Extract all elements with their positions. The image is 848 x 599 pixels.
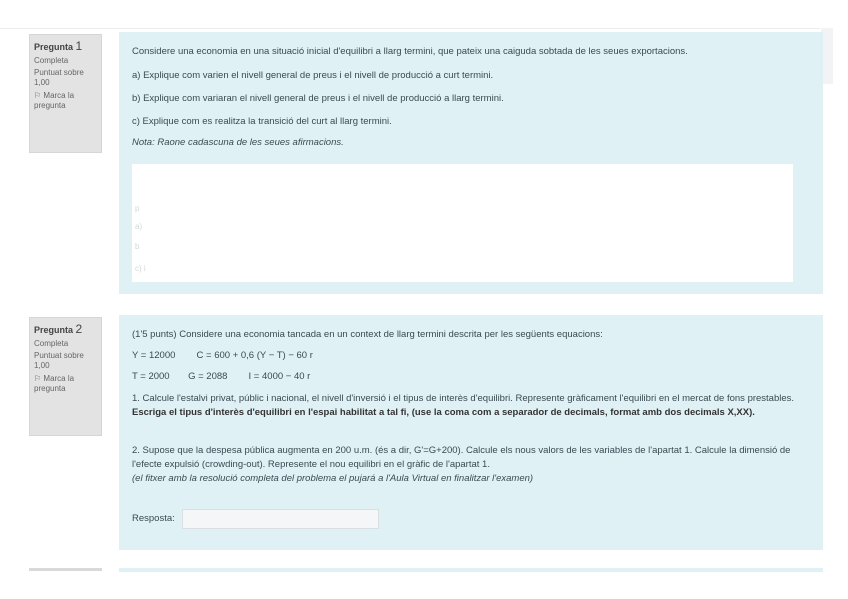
flag-question-link[interactable] [34, 374, 97, 394]
score-label: Puntuat sobre [34, 68, 84, 77]
flag-icon: ⚐ [34, 91, 42, 100]
question-1-intro: Considere una economia en una situació inicial d'equilibri a llarg termini, que pateix una caiguda sobtada de les seues exportacions. [132, 46, 688, 57]
score-value: 1,00 [34, 78, 50, 87]
equation-line-1: Y = 12000 C = 600 + 0,6 (Y − T) − 60 r [132, 350, 313, 361]
question-state: Completa [34, 339, 69, 348]
question-number: 2 [75, 322, 83, 336]
flag-question-link[interactable] [34, 91, 97, 111]
score-value: 1,00 [34, 361, 50, 370]
part-1-instruction: Escriga el tipus d'interès d'equilibri en l'espai habilitat a tal fi, (use la coma com a separador de decimals, format amb dos decimals X,XX). [132, 407, 755, 418]
question-label: Pregunta [34, 42, 74, 52]
question-3-info [29, 568, 102, 571]
question-1-content [119, 32, 823, 294]
question-1-number [34, 39, 97, 54]
response-input[interactable] [182, 509, 379, 529]
question-2-number [34, 322, 97, 337]
question-label: Pregunta [34, 325, 74, 335]
flag-icon: ⚐ [34, 374, 42, 383]
question-1-answer-editor[interactable] [132, 164, 793, 282]
question-2-intro: (1'5 punts) Considere una economia tancada en un context de llarg termini descrita per les següents equacions: [132, 329, 603, 340]
answer-faded-text: p [135, 204, 140, 213]
question-2-content [119, 315, 823, 550]
question-1-part-a: a) Explique com varien el nivell general de preus i el nivell de producció a curt termini. [132, 70, 494, 81]
question-1-part-c: c) Explique com es realitza la transició del curt al llarg termini. [132, 116, 392, 127]
question-2-part-2: 2. Supose que la despesa pública augmenta en 200 u.m. (és a dir, G'=G+200). Calcule els nous valors de les variables de l'apartat 1. Calcule la dimensió de l'efecte expulsió (crowding-out). Represente el nou equilibri en el gràfic de l'apartat 1. [132, 445, 791, 470]
question-1-part-b: b) Explique com variaran el nivell general de preus i el nivell de producció a llarg termini. [132, 93, 504, 104]
question-1-info [29, 34, 102, 153]
question-2-note: (el fitxer amb la resolució completa del problema el pujará a l'Aula Virtual en finalitzar l'examen) [132, 473, 534, 484]
question-3-content [119, 568, 823, 572]
score-label: Puntuat sobre [34, 351, 84, 360]
question-1-note: Nota: Raone cadascuna de les seues afirmacions. [132, 137, 344, 148]
response-label: Resposta: [132, 513, 175, 524]
top-divider [0, 28, 820, 29]
equation-line-2: T = 2000 G = 2088 I = 4000 − 40 r [132, 371, 311, 382]
answer-faded-text: c) i [135, 264, 146, 273]
flag-label: Marca la pregunta [34, 374, 75, 393]
part-1-text: 1. Calcule l'estalvi privat, públic i nacional, el nivell d'inversió i el tipus de interès d'equilibri. Represente gràficament l'equilibri en el mercat de fons prestables. [132, 393, 795, 404]
answer-faded-text: a) [135, 222, 143, 231]
answer-faded-text: b [135, 242, 140, 251]
question-2-part-1 [132, 392, 812, 420]
question-2-info [29, 317, 102, 436]
flag-label: Marca la pregunta [34, 91, 75, 110]
question-number: 1 [75, 39, 83, 53]
question-state: Completa [34, 56, 69, 65]
